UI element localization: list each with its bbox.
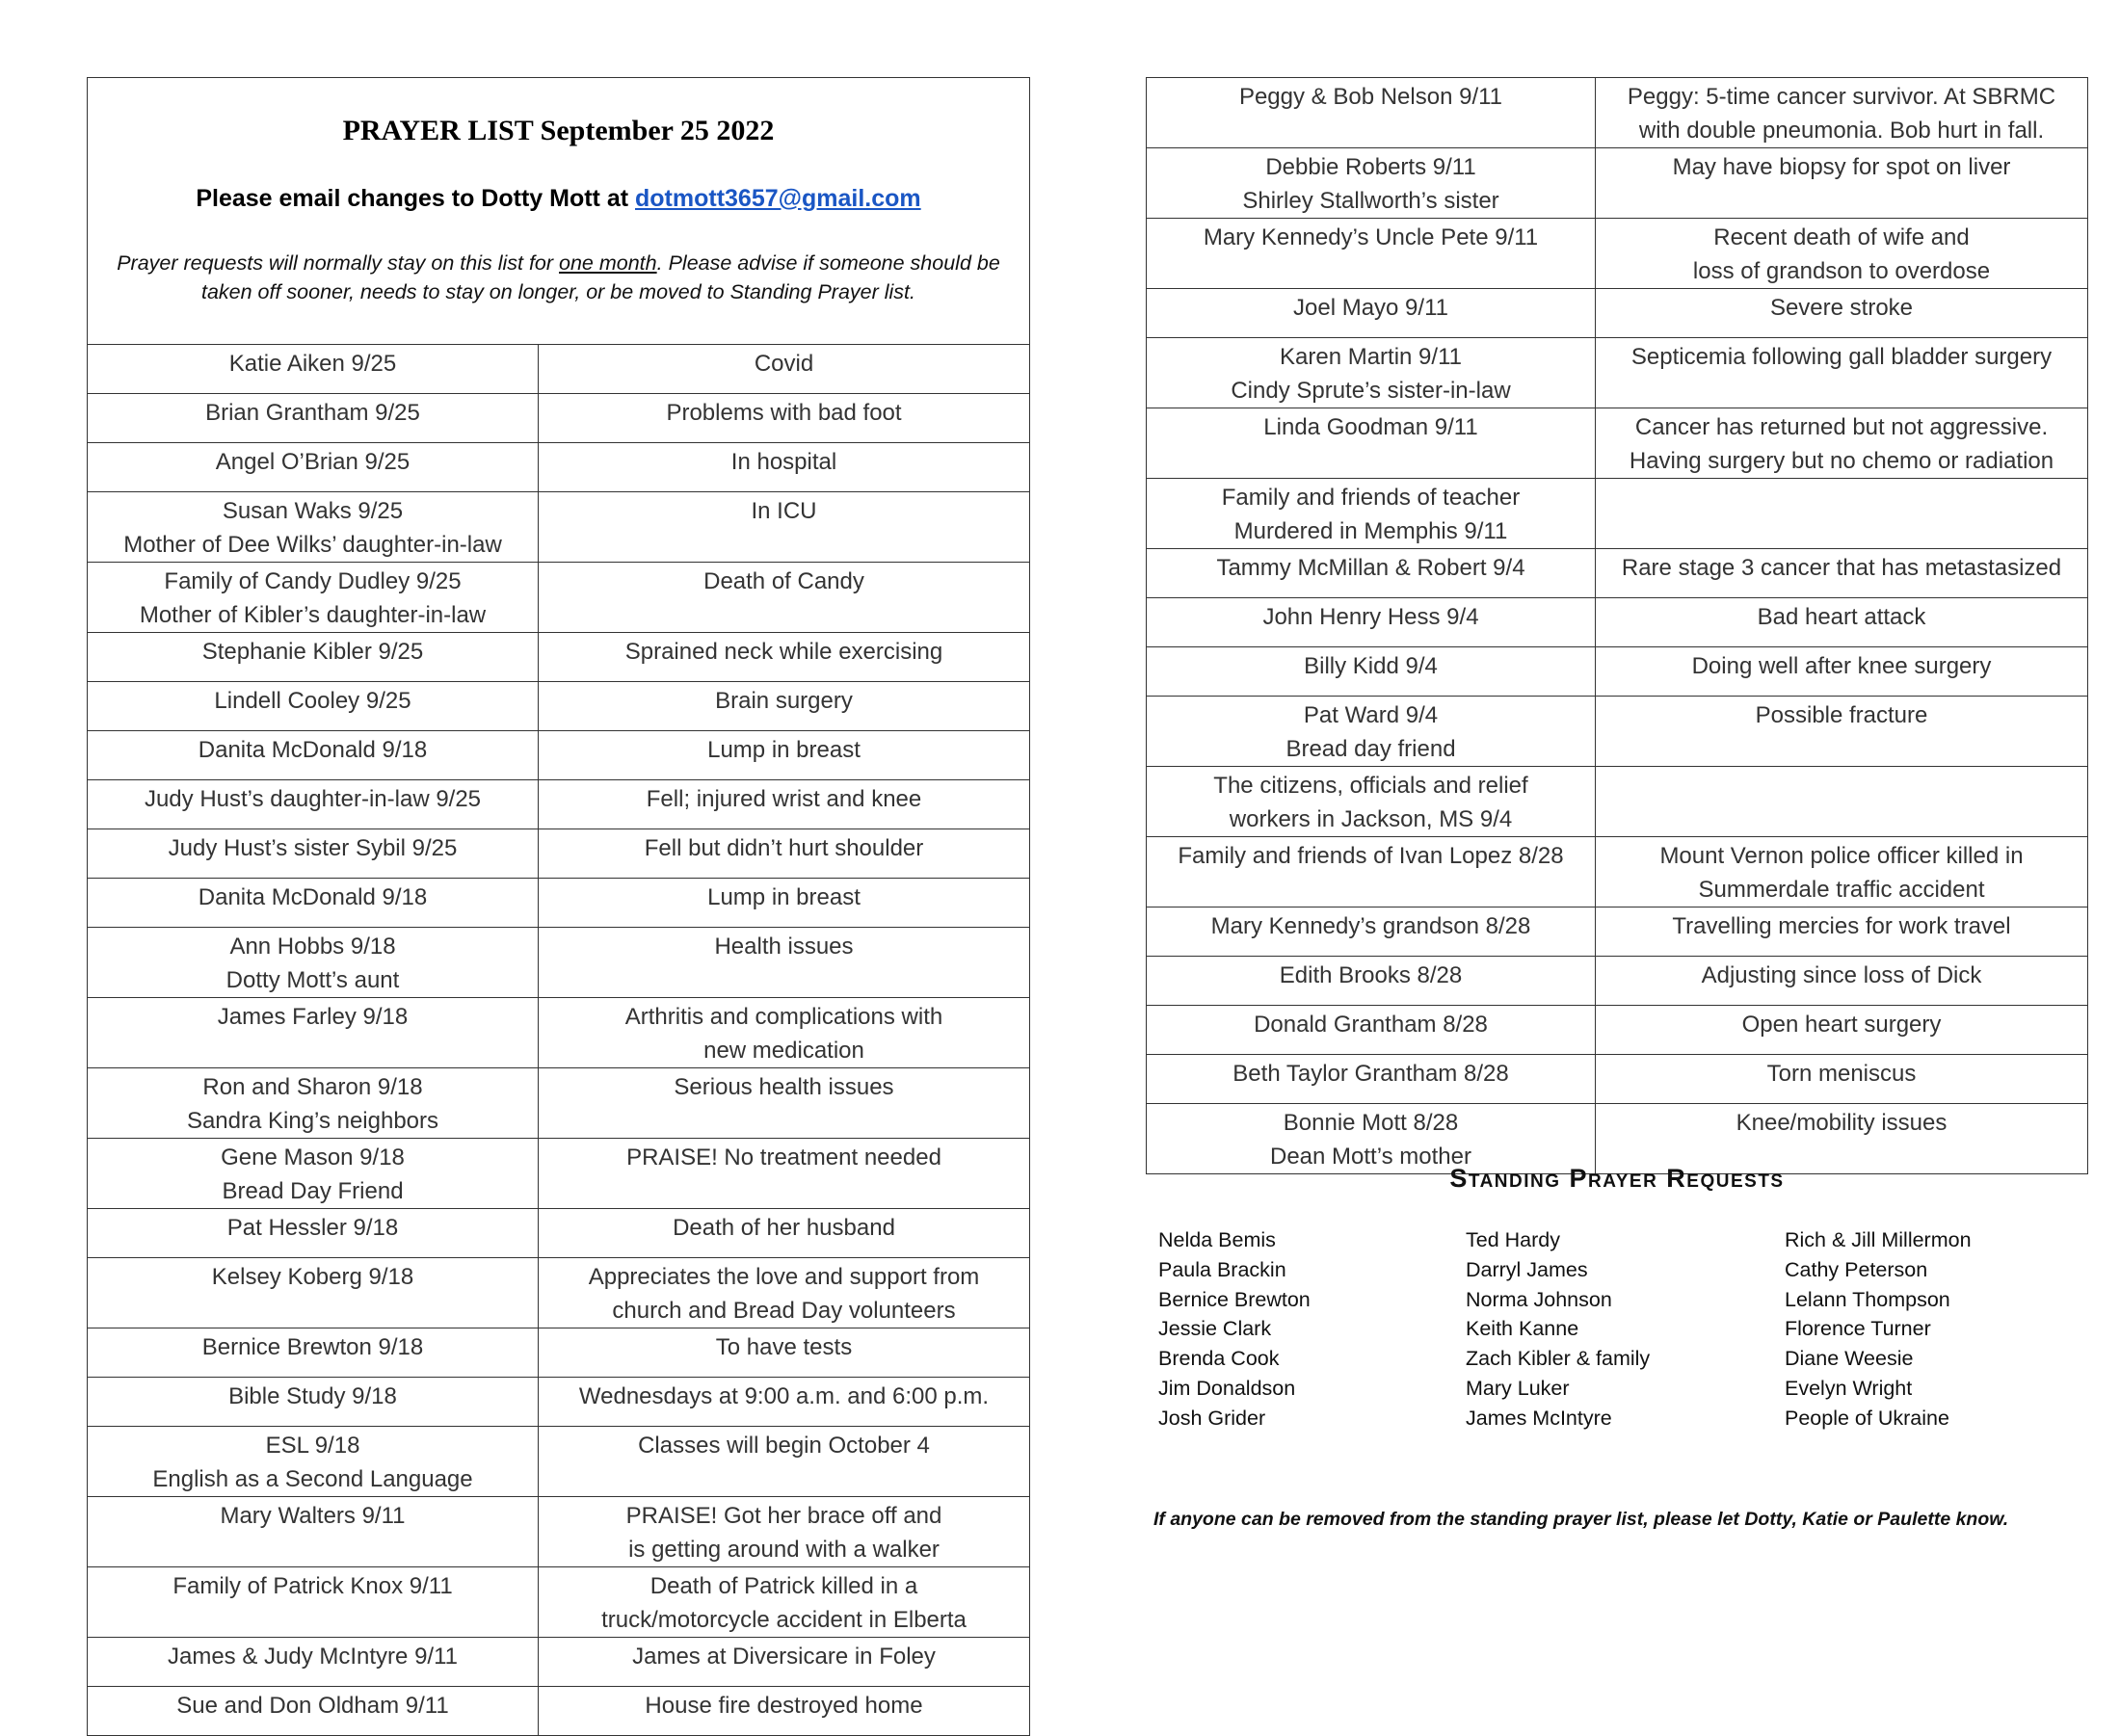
standing-request-name: Cathy Peterson [1785, 1257, 1928, 1281]
prayer-request: Appreciates the love and support from church and Bread Day volunteers [539, 1258, 1030, 1328]
prayer-name: ESL 9/18 English as a Second Language [88, 1427, 539, 1497]
prayer-list-right-row [1147, 647, 2088, 697]
prayer-list-left-row [88, 780, 1030, 829]
prayer-request: Arthritis and complications with new medication [539, 998, 1030, 1068]
prayer-list-left-row [88, 443, 1030, 492]
prayer-name: Family of Candy Dudley 9/25 Mother of Kibler’s daughter-in-law [88, 563, 539, 633]
prayer-list-table-left [87, 77, 1030, 1736]
standing-requests-title: Standing Prayer Requests [1449, 1164, 1785, 1193]
prayer-name: Mary Walters 9/11 [88, 1497, 539, 1567]
prayer-list-header-row [88, 78, 1030, 345]
prayer-list-left-row [88, 928, 1030, 998]
prayer-list-left-row [88, 1209, 1030, 1258]
email-link[interactable]: dotmott3657@gmail.com [635, 185, 921, 212]
prayer-request: Peggy: 5-time cancer survivor. At SBRMC with double pneumonia. Bob hurt in fall. [1596, 78, 2088, 148]
prayer-list-right-row [1147, 148, 2088, 219]
prayer-request: Mount Vernon police officer killed in Summerdale traffic accident [1596, 837, 2088, 907]
prayer-request: Possible fracture [1596, 697, 2088, 767]
standing-request-name: Brenda Cook [1158, 1347, 1280, 1371]
prayer-name: Family and friends of Ivan Lopez 8/28 [1147, 837, 1596, 907]
prayer-list-left-row [88, 1687, 1030, 1736]
prayer-name: Family of Patrick Knox 9/11 [88, 1567, 539, 1638]
prayer-list-left-row [88, 1497, 1030, 1567]
prayer-list-left-row [88, 633, 1030, 682]
prayer-list-right-row [1147, 289, 2088, 338]
prayer-name: Tammy McMillan & Robert 9/4 [1147, 549, 1596, 598]
prayer-name: Donald Grantham 8/28 [1147, 1006, 1596, 1055]
duration-note-part2: . Please advise if someone should be taken off sooner, needs to stay on longer, or be moved to Standing Prayer list. [200, 251, 1000, 303]
prayer-list-left-row [88, 1328, 1030, 1378]
prayer-request: PRAISE! Got her brace off and is getting around with a walker [539, 1497, 1030, 1567]
prayer-request [1596, 767, 2088, 837]
prayer-name: Angel O’Brian 9/25 [88, 443, 539, 492]
prayer-request: Doing well after knee surgery [1596, 647, 2088, 697]
standing-request-name: Darryl James [1466, 1257, 1588, 1281]
prayer-request: In ICU [539, 492, 1030, 563]
prayer-request: James at Diversicare in Foley [539, 1638, 1030, 1687]
prayer-name: Edith Brooks 8/28 [1147, 957, 1596, 1006]
prayer-list-left-row [88, 345, 1030, 394]
prayer-list-left-row [88, 1139, 1030, 1209]
prayer-list-right-row [1147, 767, 2088, 837]
prayer-list-table-right [1146, 77, 2088, 1174]
prayer-list-right-row [1147, 1055, 2088, 1104]
prayer-request: Cancer has returned but not aggressive. Having surgery but no chemo or radiation [1596, 408, 2088, 479]
email-instructions [92, 182, 1025, 215]
prayer-list-left-row [88, 1378, 1030, 1427]
prayer-name: James Farley 9/18 [88, 998, 539, 1068]
email-instructions-text: Please email changes to Dotty Mott at [196, 185, 635, 212]
prayer-request: Severe stroke [1596, 289, 2088, 338]
prayer-name: Ann Hobbs 9/18 Dotty Mott’s aunt [88, 928, 539, 998]
prayer-name: Pat Ward 9/4 Bread day friend [1147, 697, 1596, 767]
prayer-name: Debbie Roberts 9/11 Shirley Stallworth’s sister [1147, 148, 1596, 219]
prayer-list-right-row [1147, 598, 2088, 647]
prayer-list-left-row [88, 1638, 1030, 1687]
prayer-request: Lump in breast [539, 731, 1030, 780]
prayer-list-header [88, 78, 1030, 345]
prayer-request: Bad heart attack [1596, 598, 2088, 647]
prayer-list-right-row [1147, 338, 2088, 408]
standing-request-name: Florence Turner [1785, 1317, 1931, 1341]
prayer-list-right-row [1147, 549, 2088, 598]
prayer-request: Fell but didn’t hurt shoulder [539, 829, 1030, 879]
prayer-name: Danita McDonald 9/18 [88, 879, 539, 928]
prayer-name: John Henry Hess 9/4 [1147, 598, 1596, 647]
prayer-name: Susan Waks 9/25 Mother of Dee Wilks’ daughter-in-law [88, 492, 539, 563]
prayer-name: Gene Mason 9/18 Bread Day Friend [88, 1139, 539, 1209]
prayer-request: Torn meniscus [1596, 1055, 2088, 1104]
standing-request-name: Jessie Clark [1158, 1317, 1272, 1341]
prayer-list-right-row [1147, 219, 2088, 289]
standing-request-name: Norma Johnson [1466, 1287, 1612, 1311]
standing-request-name: Nelda Bemis [1158, 1228, 1276, 1251]
standing-request-name: Rich & Jill Millermon [1785, 1228, 1972, 1251]
prayer-name: Bible Study 9/18 [88, 1378, 539, 1427]
prayer-request: Sprained neck while exercising [539, 633, 1030, 682]
prayer-list-left-row [88, 998, 1030, 1068]
standing-request-name: Paula Brackin [1158, 1257, 1286, 1281]
prayer-request: Knee/mobility issues [1596, 1104, 2088, 1174]
prayer-request: Covid [539, 345, 1030, 394]
prayer-list-right-row [1147, 479, 2088, 549]
prayer-name: Judy Hust’s sister Sybil 9/25 [88, 829, 539, 879]
standing-request-name: Keith Kanne [1466, 1317, 1579, 1341]
standing-request-name: Lelann Thompson [1785, 1287, 1950, 1311]
prayer-name: Katie Aiken 9/25 [88, 345, 539, 394]
prayer-list-left-row [88, 394, 1030, 443]
duration-note [92, 249, 1025, 306]
prayer-request: Travelling mercies for work travel [1596, 907, 2088, 957]
standing-requests-column-1 [1158, 1225, 1311, 1434]
prayer-name: Brian Grantham 9/25 [88, 394, 539, 443]
page-title: PRAYER LIST September 25 2022 [342, 115, 775, 146]
prayer-name: Lindell Cooley 9/25 [88, 682, 539, 731]
standing-request-name: Jim Donaldson [1158, 1376, 1296, 1400]
prayer-name: Mary Kennedy’s grandson 8/28 [1147, 907, 1596, 957]
prayer-name: Peggy & Bob Nelson 9/11 [1147, 78, 1596, 148]
prayer-list-left-row [88, 879, 1030, 928]
prayer-name: Pat Hessler 9/18 [88, 1209, 539, 1258]
prayer-request: House fire destroyed home [539, 1687, 1030, 1736]
prayer-request: May have biopsy for spot on liver [1596, 148, 2088, 219]
standing-request-name: Mary Luker [1466, 1376, 1570, 1400]
prayer-name: The citizens, officials and relief workers in Jackson, MS 9/4 [1147, 767, 1596, 837]
standing-requests-column-3 [1785, 1225, 1972, 1434]
prayer-list-right-row [1147, 697, 2088, 767]
prayer-request: Brain surgery [539, 682, 1030, 731]
prayer-list-right-row [1147, 1006, 2088, 1055]
prayer-name: Danita McDonald 9/18 [88, 731, 539, 780]
prayer-list-right-row [1147, 408, 2088, 479]
prayer-name: Joel Mayo 9/11 [1147, 289, 1596, 338]
prayer-request: Death of her husband [539, 1209, 1030, 1258]
prayer-request: Rare stage 3 cancer that has metastasized [1596, 549, 2088, 598]
prayer-request: Death of Patrick killed in a truck/motorcycle accident in Elberta [539, 1567, 1030, 1638]
prayer-name: Bonnie Mott 8/28 Dean Mott’s mother [1147, 1104, 1596, 1174]
duration-note-underlined: one month [559, 251, 657, 275]
prayer-name: Judy Hust’s daughter-in-law 9/25 [88, 780, 539, 829]
standing-request-name: Ted Hardy [1466, 1228, 1560, 1251]
prayer-request: Fell; injured wrist and knee [539, 780, 1030, 829]
prayer-request: Wednesdays at 9:00 a.m. and 6:00 p.m. [539, 1378, 1030, 1427]
prayer-list-left-row [88, 1068, 1030, 1139]
prayer-request: To have tests [539, 1328, 1030, 1378]
prayer-list-left-row [88, 563, 1030, 633]
prayer-list-right-row [1147, 907, 2088, 957]
prayer-name: Karen Martin 9/11 Cindy Sprute’s sister-in-law [1147, 338, 1596, 408]
prayer-name: Bernice Brewton 9/18 [88, 1328, 539, 1378]
prayer-request: Death of Candy [539, 563, 1030, 633]
prayer-list-left-row [88, 1258, 1030, 1328]
prayer-name: Linda Goodman 9/11 [1147, 408, 1596, 479]
prayer-request: Problems with bad foot [539, 394, 1030, 443]
prayer-request [1596, 479, 2088, 549]
prayer-list-left-row [88, 731, 1030, 780]
prayer-list-left-row [88, 492, 1030, 563]
prayer-name: Kelsey Koberg 9/18 [88, 1258, 539, 1328]
prayer-list-right-row [1147, 78, 2088, 148]
prayer-name: Beth Taylor Grantham 8/28 [1147, 1055, 1596, 1104]
standing-request-name: Josh Grider [1158, 1406, 1266, 1430]
prayer-name: Billy Kidd 9/4 [1147, 647, 1596, 697]
prayer-list-left-row [88, 829, 1030, 879]
duration-note-part1: Prayer requests will normally stay on this list for [117, 251, 560, 275]
standing-request-name: James McIntyre [1466, 1406, 1612, 1430]
prayer-request: Health issues [539, 928, 1030, 998]
prayer-request: Recent death of wife and loss of grandson to overdose [1596, 219, 2088, 289]
prayer-request: In hospital [539, 443, 1030, 492]
prayer-name: Family and friends of teacher Murdered in Memphis 9/11 [1147, 479, 1596, 549]
prayer-request: PRAISE! No treatment needed [539, 1139, 1030, 1209]
prayer-list-left-row [88, 682, 1030, 731]
prayer-name: Sue and Don Oldham 9/11 [88, 1687, 539, 1736]
standing-requests-footer: If anyone can be removed from the standing prayer list, please let Dotty, Katie or Paulette know. [1153, 1509, 2009, 1530]
prayer-request: Classes will begin October 4 [539, 1427, 1030, 1497]
prayer-name: Stephanie Kibler 9/25 [88, 633, 539, 682]
standing-request-name: Evelyn Wright [1785, 1376, 1913, 1400]
standing-requests-column-2 [1466, 1225, 1650, 1434]
standing-request-name: Diane Weesie [1785, 1347, 1914, 1371]
prayer-name: Mary Kennedy’s Uncle Pete 9/11 [1147, 219, 1596, 289]
prayer-list-right-row [1147, 837, 2088, 907]
prayer-name: Ron and Sharon 9/18 Sandra King’s neighbors [88, 1068, 539, 1139]
prayer-request: Serious health issues [539, 1068, 1030, 1139]
prayer-list-left-row [88, 1567, 1030, 1638]
standing-request-name: People of Ukraine [1785, 1406, 1949, 1430]
prayer-request: Adjusting since loss of Dick [1596, 957, 2088, 1006]
prayer-request: Open heart surgery [1596, 1006, 2088, 1055]
prayer-request: Septicemia following gall bladder surgery [1596, 338, 2088, 408]
standing-request-name: Zach Kibler & family [1466, 1347, 1651, 1371]
prayer-list-left-row [88, 1427, 1030, 1497]
prayer-request: Lump in breast [539, 879, 1030, 928]
prayer-list-right-row [1147, 957, 2088, 1006]
standing-request-name: Bernice Brewton [1158, 1287, 1311, 1311]
prayer-name: James & Judy McIntyre 9/11 [88, 1638, 539, 1687]
